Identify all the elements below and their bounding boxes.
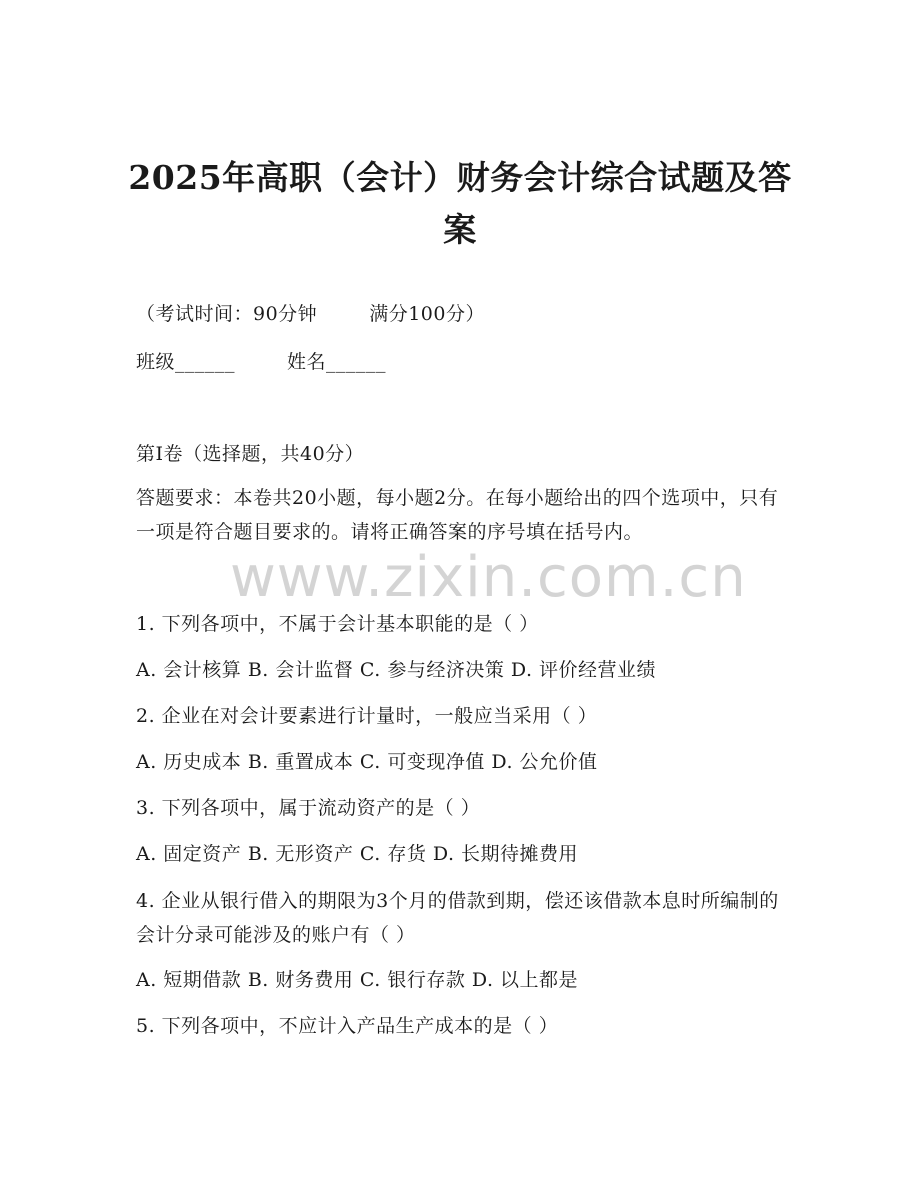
class-field: 班级______ bbox=[136, 351, 236, 373]
question-5-stem: 5. 下列各项中，不应计入产品生产成本的是（ ） bbox=[136, 1015, 559, 1037]
exam-time: （考试时间：90分钟 bbox=[136, 303, 318, 325]
question-2-options: A. 历史成本 B. 重置成本 C. 可变现净值 D. 公允价值 bbox=[136, 751, 598, 773]
watermark: www.zixin.com.cn bbox=[230, 545, 747, 610]
section-title: 第I卷（选择题，共40分） bbox=[136, 443, 365, 465]
question-1-options: A. 会计核算 B. 会计监督 C. 参与经济决策 D. 评价经营业绩 bbox=[136, 659, 657, 681]
question-4-stem: 4. 企业从银行借入的期限为3个月的借款到期，偿还该借款本息时所编制的会计分录可能涉及的账户有（ ） bbox=[136, 890, 779, 946]
document-title: 2025年高职（会计）财务会计综合试题及答案 bbox=[128, 158, 792, 249]
instructions: 答题要求：本卷共20小题，每小题2分。在每小题给出的四个选项中，只有一项是符合题目要求的。请将正确答案的序号填在括号内。 bbox=[136, 487, 779, 543]
question-3-options: A. 固定资产 B. 无形资产 C. 存货 D. 长期待摊费用 bbox=[136, 843, 579, 865]
exam-score: 满分100分） bbox=[369, 303, 485, 325]
student-info bbox=[136, 348, 386, 376]
question-2-stem: 2. 企业在对会计要素进行计量时，一般应当采用（ ） bbox=[136, 705, 598, 727]
question-1-stem: 1. 下列各项中，不属于会计基本职能的是（ ） bbox=[136, 613, 539, 635]
question-3-stem: 3. 下列各项中，属于流动资产的是（ ） bbox=[136, 797, 481, 819]
question-4-options: A. 短期借款 B. 财务费用 C. 银行存款 D. 以上都是 bbox=[136, 969, 579, 991]
exam-info bbox=[136, 300, 485, 328]
name-field: 姓名______ bbox=[287, 351, 387, 373]
